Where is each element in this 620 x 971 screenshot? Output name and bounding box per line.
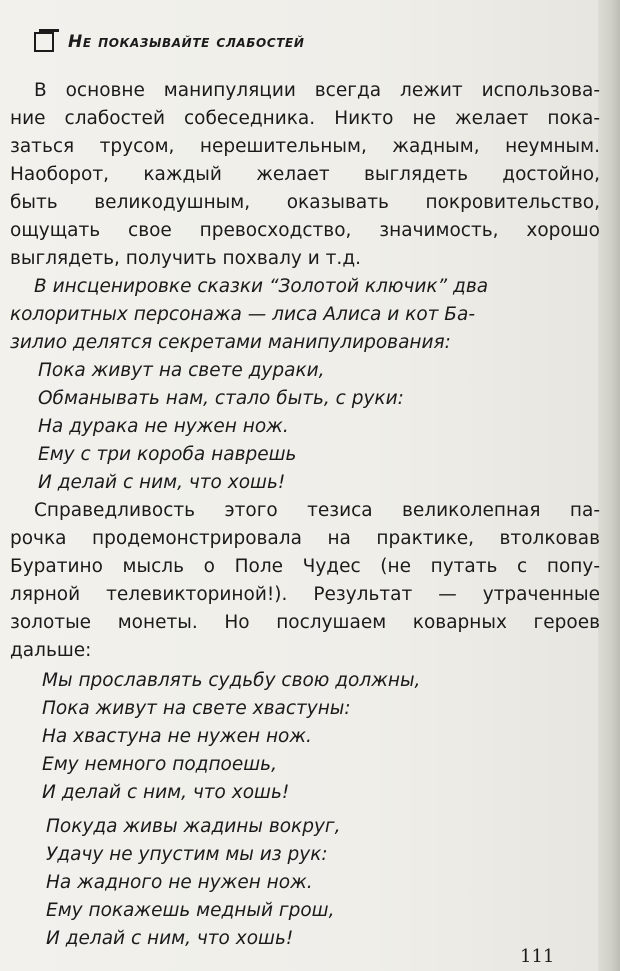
italic-text-line: Обманывать нам, стало быть, с руки:	[38, 388, 404, 409]
page-number: 111	[520, 946, 555, 967]
italic-text-line: Ему с три короба наврешь	[38, 444, 297, 465]
text-line: Справедливость этого тезиса великолепная па-	[34, 500, 600, 521]
text-line: ощущать свое превосходство, значимость, хорошо	[10, 220, 600, 241]
italic-text-line: И делай с ним, что хошь!	[38, 472, 286, 493]
text-line: быть великодушным, оказывать покровительство,	[10, 192, 600, 213]
italic-text-line: Пока живут на свете дураки,	[38, 360, 325, 381]
section-heading	[34, 32, 594, 52]
text-line: дальше:	[10, 640, 92, 661]
section-title: Не показывайте слабостей	[68, 32, 305, 52]
page-spine-shadow	[598, 0, 620, 971]
italic-text-line: Пока живут на свете хвастуны:	[42, 698, 351, 719]
italic-text-line: На дурака не нужен нож.	[38, 416, 289, 437]
text-line: золотые монеты. Но послушаем коварных героев	[10, 612, 600, 633]
italic-text-line: Ему немного подпоешь,	[42, 754, 277, 775]
text-line: лярной телевикториной!). Результат — утраченные	[10, 584, 600, 605]
text-line: Буратино мысль о Поле Чудес (не путать с попу-	[10, 556, 600, 577]
italic-text-line: В инсценировке сказки “Золотой ключик” два	[34, 276, 489, 297]
italic-text-line: Ему покажешь медный грош,	[46, 900, 335, 921]
italic-text-line: колоритных персонажа — лиса Алиса и кот Ба-	[10, 304, 476, 325]
text-line: выглядеть, получить похвалу и т.д.	[10, 248, 361, 269]
italic-text-line: Покуда живы жадины вокруг,	[46, 816, 341, 837]
italic-text-line: Удачу не упустим мы из рук:	[46, 844, 328, 865]
text-line: ние слабостей собеседника. Никто не желает пока-	[10, 108, 600, 129]
italic-text-line: Мы прославлять судьбу свою должны,	[42, 670, 421, 691]
text-line: заться трусом, нерешительным, жадным, неумным.	[10, 136, 600, 157]
italic-text-line: На хвастуна не нужен нож.	[42, 726, 312, 747]
italic-text-line: На жадного не нужен нож.	[46, 872, 313, 893]
italic-text-line: И делай с ним, что хошь!	[42, 782, 290, 803]
italic-text-line: И делай с ним, что хошь!	[46, 928, 294, 949]
text-line: рочка продемонстрировала на практике, втолковав	[10, 528, 600, 549]
italic-text-line: зилио делятся секретами манипулирования:	[10, 332, 451, 353]
text-line: Наоборот, каждый желает выглядеть достойно,	[10, 164, 600, 185]
checkbox-square-icon	[34, 32, 54, 52]
text-line: В основне манипуляции всегда лежит использова-	[34, 80, 600, 101]
